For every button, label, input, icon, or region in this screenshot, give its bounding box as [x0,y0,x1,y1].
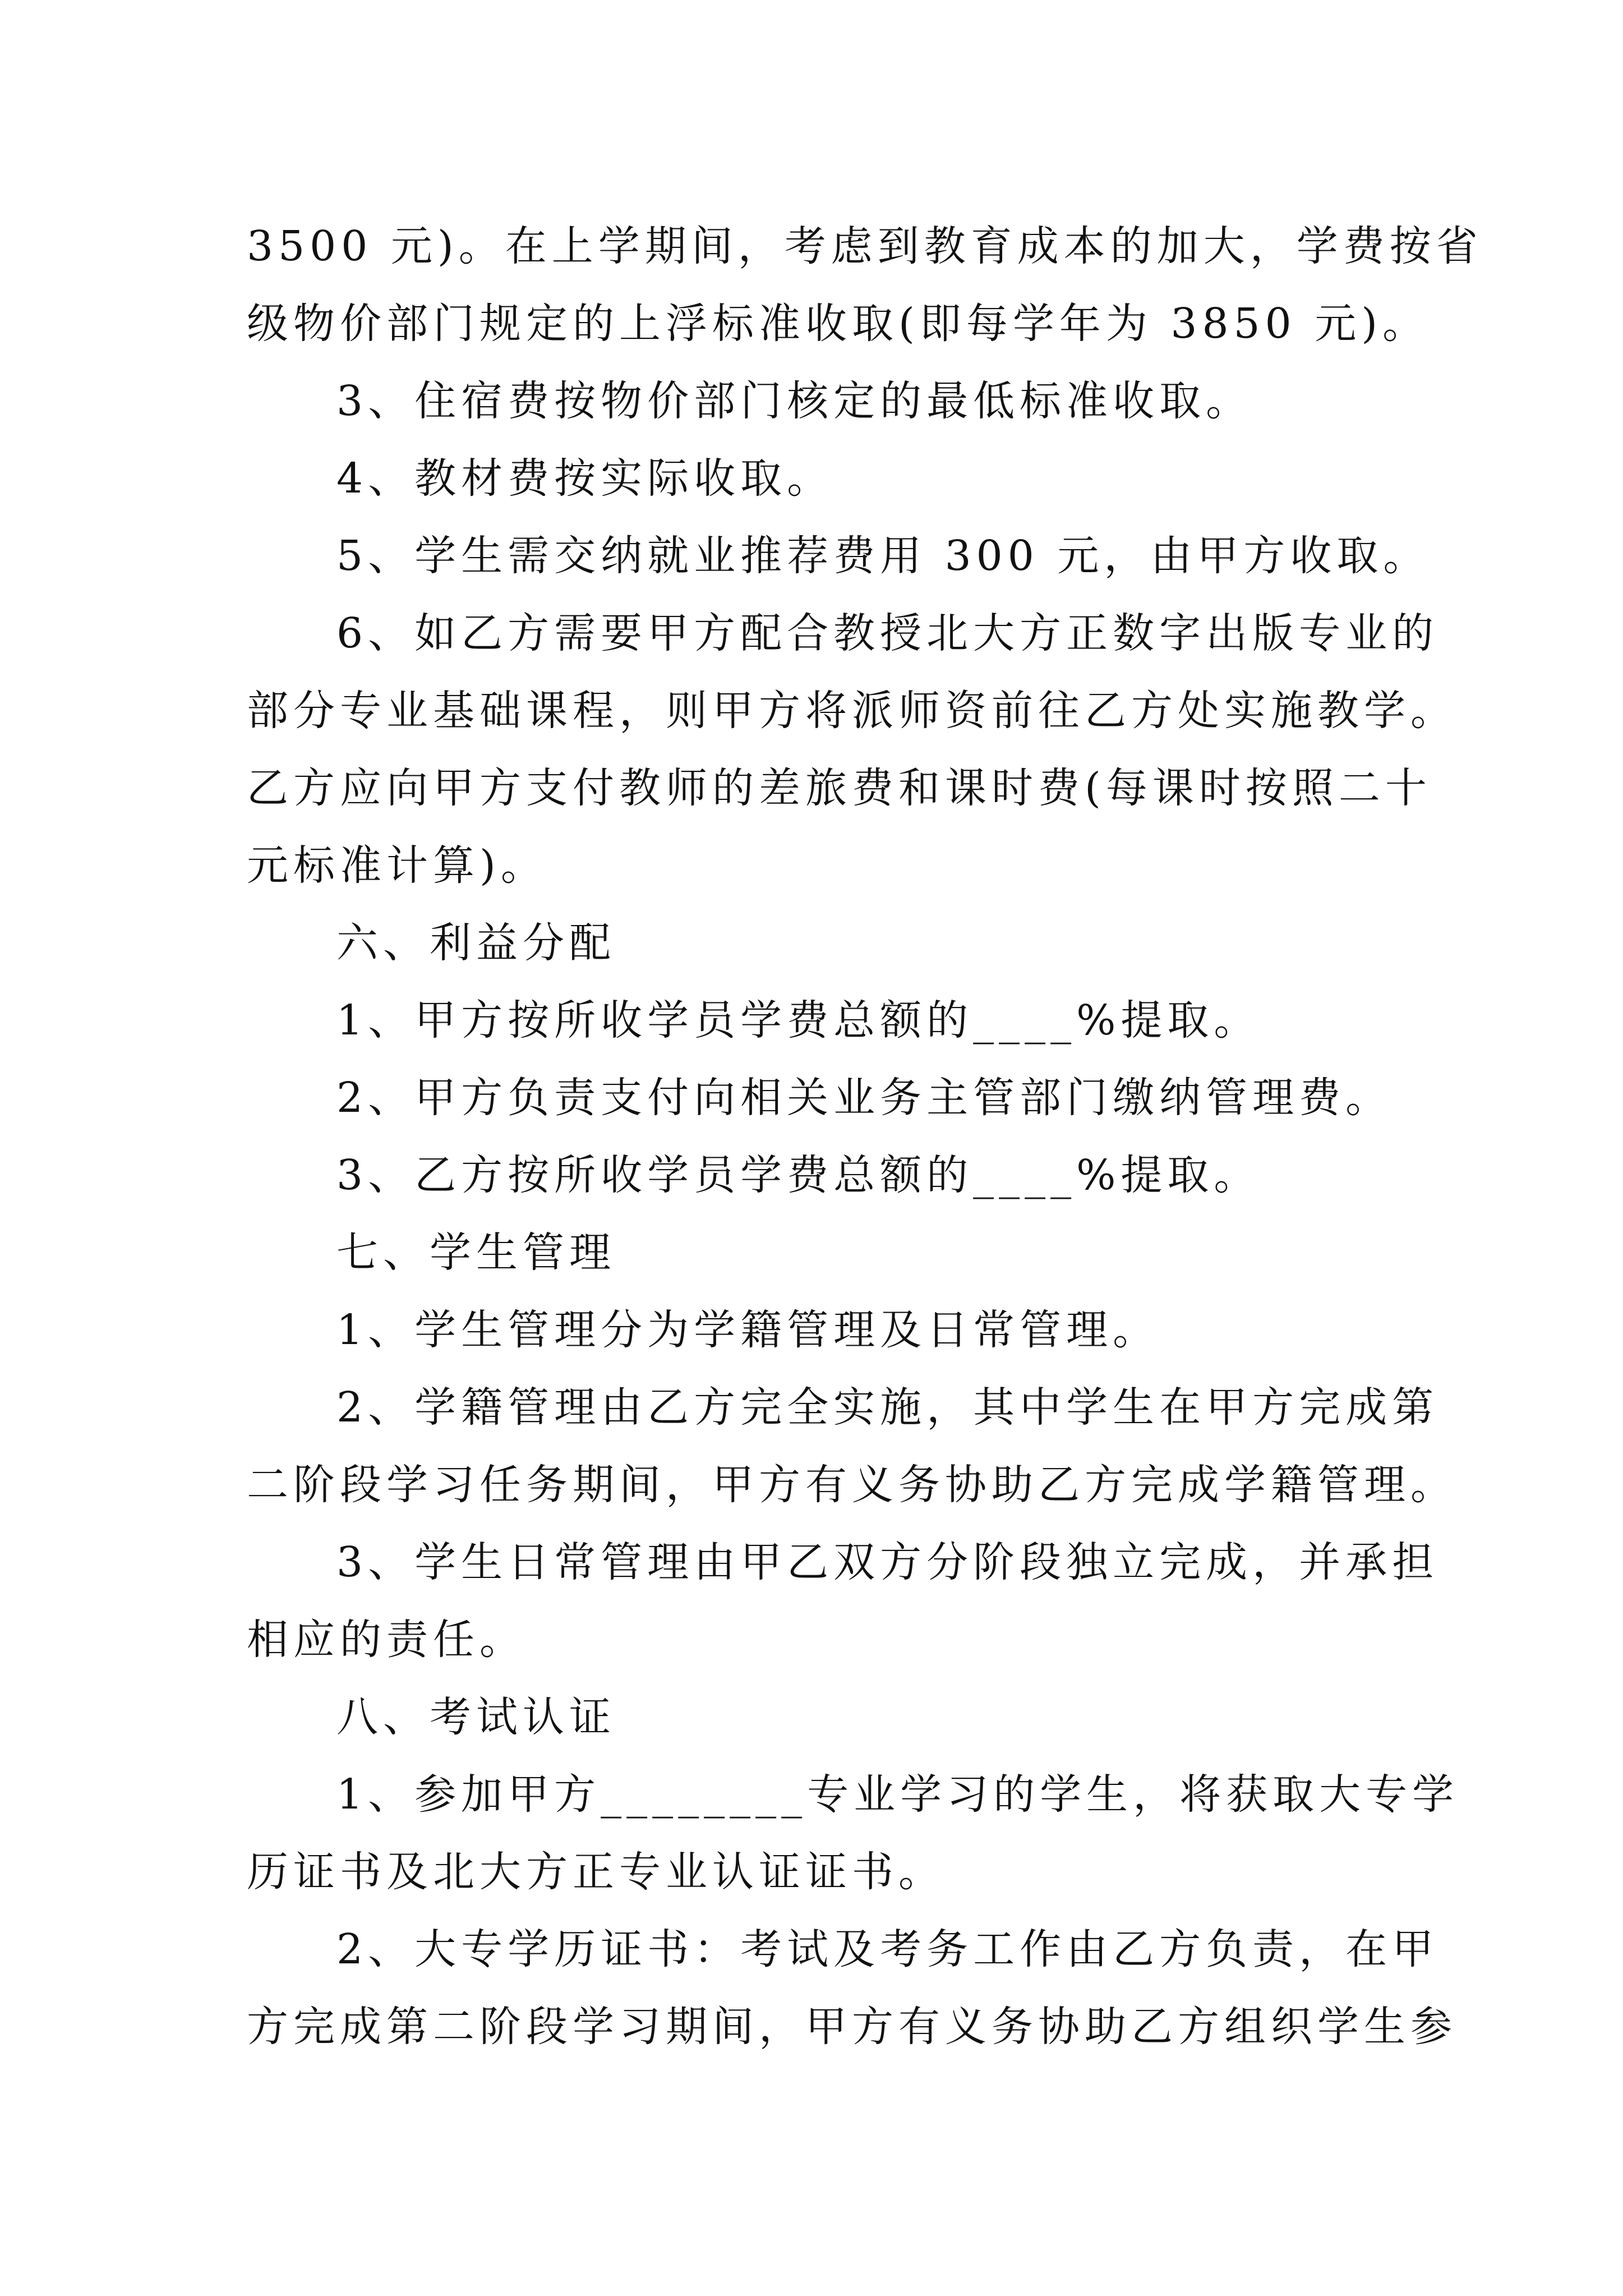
text-line: 级物价部门规定的上浮标准收取(即每学年为 3850 元)。 [247,300,1430,348]
text-line: 5、学生需交纳就业推荐费用 300 元，由甲方收取。 [336,532,1430,580]
text-line: 4、教材费按实际收取。 [336,454,834,503]
text-line: 2、学籍管理由乙方完全实施，其中学生在甲方完成第 [336,1383,1439,1432]
text-line: 历证书及北大方正专业认证证书。 [247,1848,945,1896]
section-heading: 七、学生管理 [336,1228,616,1277]
text-line: 1、学生管理分为学籍管理及日常管理。 [336,1306,1160,1354]
text-line: 部分专业基础课程，则甲方将派师资前往乙方处实施教学。 [247,687,1457,735]
text-line: 1、参加甲方________专业学习的学生，将获取大专学 [336,1770,1459,1819]
text-line: 6、如乙方需要甲方配合教授北大方正数字出版专业的 [336,609,1439,657]
text-line: 乙方应向甲方支付教师的差旅费和课时费(每课时按照二十 [247,764,1432,812]
text-line: 2、甲方负责支付向相关业务主管部门缴纳管理费。 [336,1074,1393,1122]
document-body [247,208,1483,2065]
text-line: 二阶段学习任务期间，甲方有义务协助乙方完成学籍管理。 [247,1461,1457,1509]
text-line: 3、学生日常管理由甲乙双方分阶段独立完成，并承担 [336,1538,1439,1586]
section-heading: 八、考试认证 [336,1693,616,1741]
text-line: 方完成第二阶段学习期间，甲方有义务协助乙方组织学生参 [247,2003,1457,2051]
section-heading: 六、利益分配 [336,919,616,967]
text-line: 3500 元)。在上学期间，考虑到教育成本的加大，学费按省 [247,222,1483,270]
text-line: 元标准计算)。 [247,841,547,890]
text-line: 2、大专学历证书：考试及考务工作由乙方负责，在甲 [336,1925,1439,1973]
text-line: 3、乙方按所收学员学费总额的____%提取。 [336,1151,1261,1199]
text-line: 1、甲方按所收学员学费总额的____%提取。 [336,996,1261,1045]
text-line: 3、住宿费按物价部门核定的最低标准收取。 [336,377,1253,425]
text-line: 相应的责任。 [247,1616,526,1664]
